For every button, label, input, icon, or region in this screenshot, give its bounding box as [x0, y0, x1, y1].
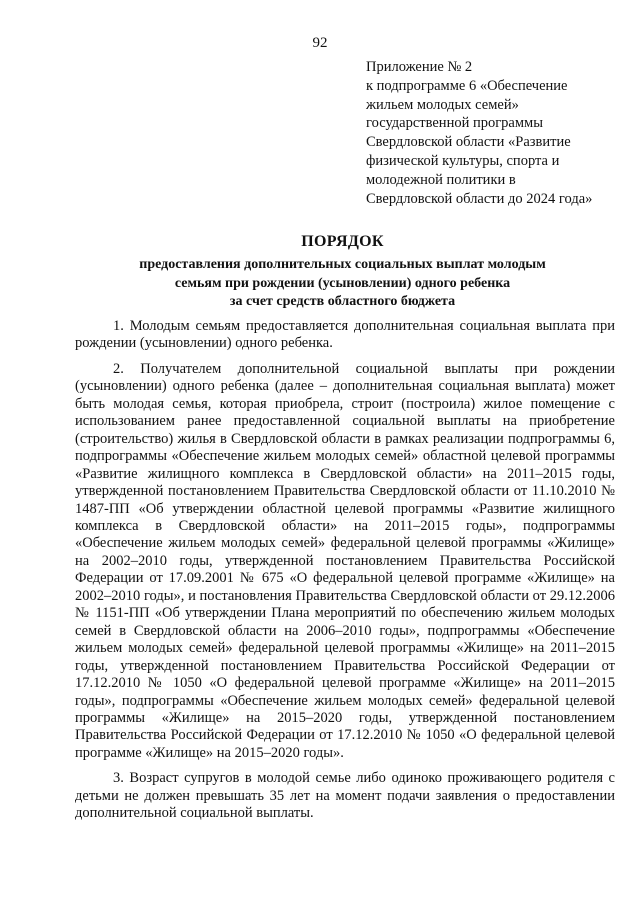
appendix-header — [366, 58, 626, 208]
paragraph-2: 2. Получателем дополнительной социальной выплаты при рождении (усыновлении) одного ребенка (далее – дополнительная социальная выплата) может быть молодая семья, которая приобрела, строит (построила) жилое помещение с использованием ранее предоставленной социальной выплаты на приобретение (строительство) жилья в Свердловской области в рамках реализации подпрограммы 6, подпрограммы «Обеспечение жильем молодых семей» областной целевой программы «Развитие жилищного комплекса в Свердловской области» на 2011–2015 годы, утвержденной постановлением Правительства Свердловской области от 11.10.2010 № 1487-ПП «Об утверждении областной целевой программы «Развитие жилищного комплекса в Свердловской области» на 2011–2015 годы», подпрограммы «Обеспечение жильем молодых семей» федеральной целевой программы «Жилище» на 2002–2010 годы, утвержденной постановлением Правительства Российской Федерации от 17.09.2001 № 675 «О федеральной целевой программе «Жилище» на 2002–2010 годы», и постановления Правительства Свердловской области от 29.12.2006 № 1151-ПП «Об утверждении Плана мероприятий по обеспечению жильем молодых семей в Свердловской области на 2006–2010 годы», подпрограммы «Обеспечение жильем молодых семей» федеральной целевой программы «Жилище» на 2011–2015 годы, утвержденной постановлением Правительства Российской Федерации от 17.12.2010 № 1050 «О федеральной целевой программе «Жилище» на 2011–2015 годы», подпрограммы «Обеспечение жильем молодых семей» федеральной целевой программы «Жилище» на 2015–2020 годы, утвержденной постановлением Правительства Российской Федерации от 17.12.2010 № 1050 «О федеральной целевой программе «Жилище» на 2015–2020 годы». — [75, 360, 615, 761]
appendix-line: Свердловской области до 2024 года» — [366, 190, 593, 207]
document-subtitle-line: семьям при рождении (усыновлении) одного ребенка — [174, 275, 511, 291]
paragraph-1: 1. Молодым семьям предоставляется дополнительная социальная выплата при рождении (усыновлении) одного ребенка. — [75, 318, 615, 352]
appendix-line: физической культуры, спорта и — [366, 152, 560, 169]
appendix-line: к подпрограмме 6 «Обеспечение — [366, 77, 568, 94]
document-title-block — [70, 232, 615, 312]
appendix-line: молодежной политики в — [366, 171, 516, 188]
document-subtitle-line: предоставления дополнительных социальных выплат молодым — [139, 257, 546, 272]
paragraph-3: 3. Возраст супругов в молодой семье либо одиноко проживающего родителя с детьми не должен превышать 35 лет на момент подачи заявления о предоставлении дополнительной социальной выплаты. — [75, 770, 615, 822]
appendix-line: жильем молодых семей» — [366, 96, 519, 113]
document-body — [75, 318, 615, 831]
page-number: 92 — [312, 35, 328, 51]
appendix-line: Свердловской области «Развитие — [366, 134, 571, 151]
document-subtitle-line: за счет средств областного бюджета — [229, 294, 456, 309]
appendix-line: Приложение № 2 — [366, 59, 473, 75]
document-title: ПОРЯДОК — [301, 233, 384, 250]
appendix-line: государственной программы — [366, 115, 543, 132]
